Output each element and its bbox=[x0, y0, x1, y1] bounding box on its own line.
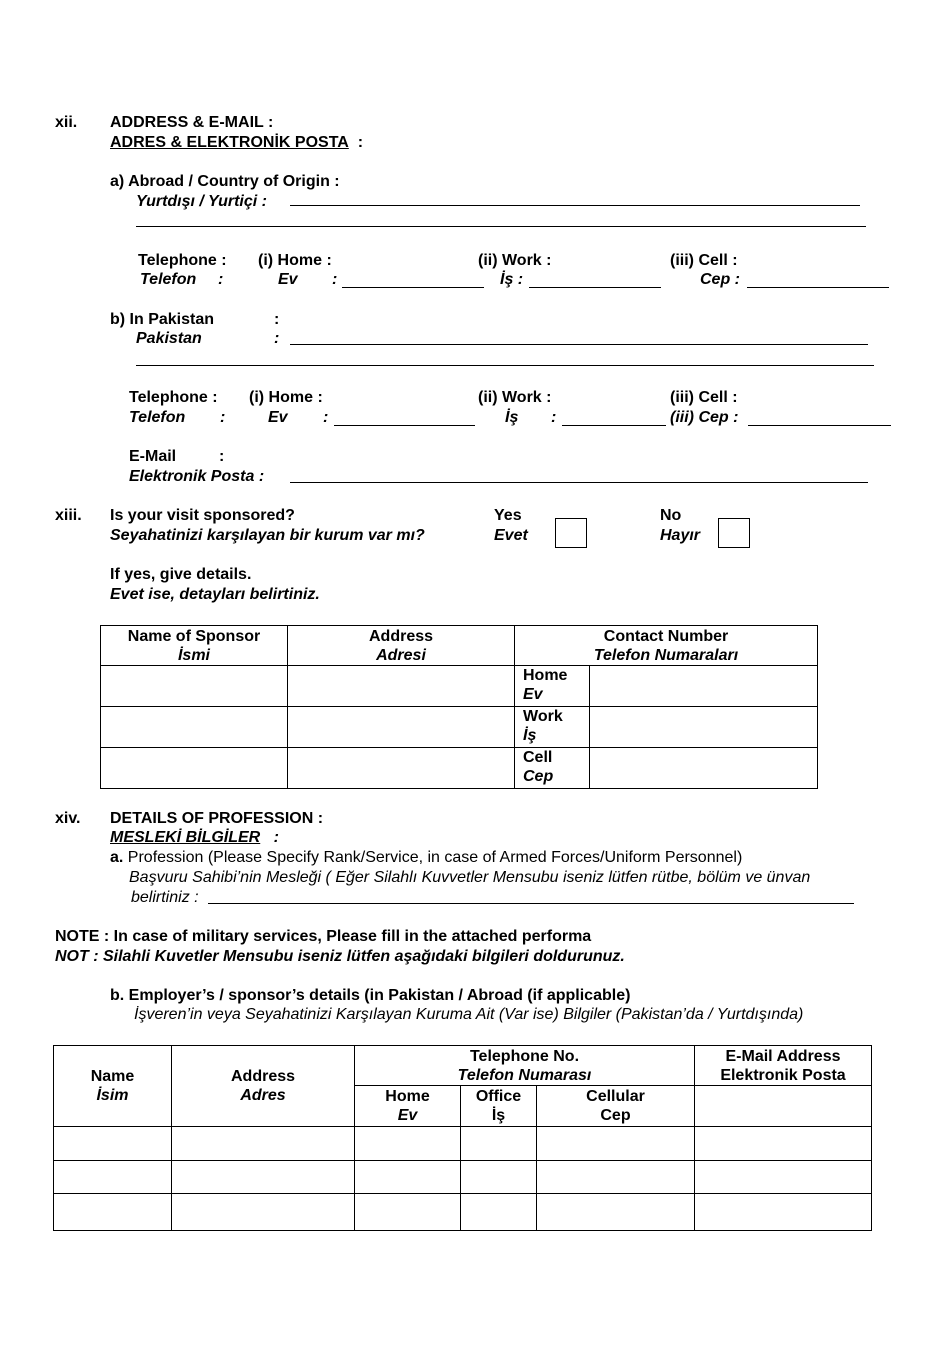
sponsor-cell-label bbox=[515, 748, 590, 789]
pakistan-work-phone-line[interactable] bbox=[562, 425, 666, 426]
employer-home-header-en: Home bbox=[385, 1088, 430, 1105]
employer-office-header-en: Office bbox=[475, 1088, 522, 1105]
table-row bbox=[101, 748, 818, 789]
profession-instruction-tr-1: Başvuru Sahibi’nin Mesleği ( Eğer Silahlı Kuvvetler Mensubu iseniz lütfen rütbe, bölüm ve ünvan bbox=[129, 869, 811, 886]
address-email-heading: ADDRESS & E-MAIL : bbox=[110, 114, 274, 131]
sponsor-work-number-cell[interactable] bbox=[590, 707, 818, 748]
sponsor-work-label-tr: İş bbox=[523, 727, 537, 744]
employer-cellular-cell[interactable] bbox=[537, 1127, 695, 1161]
pakistan-work-label: (ii) Work : bbox=[478, 389, 552, 406]
employer-telephone-header bbox=[355, 1046, 695, 1086]
sponsor-contact-header-en: Contact Number bbox=[603, 627, 729, 645]
profession-instruction bbox=[110, 848, 742, 867]
abroad-home-colon: : bbox=[332, 271, 338, 288]
employer-address-cell[interactable] bbox=[172, 1161, 355, 1194]
employer-telephone-header-tr: Telefon Numarası bbox=[457, 1066, 592, 1084]
employer-office-header bbox=[461, 1086, 537, 1127]
no-label-tr: Hayır bbox=[660, 527, 701, 544]
abroad-work-label-tr: İş : bbox=[500, 271, 524, 288]
sponsor-cell-label-en: Cell bbox=[523, 749, 553, 766]
pakistan-colon-tr: : bbox=[274, 330, 280, 347]
sponsored-question-tr: Seyahatinizi karşılayan bir kurum var mı? bbox=[110, 527, 425, 544]
sponsor-home-label bbox=[515, 666, 590, 707]
profession-line[interactable] bbox=[208, 903, 854, 904]
table-row bbox=[101, 707, 818, 748]
email-line[interactable] bbox=[290, 482, 868, 483]
employer-address-cell[interactable] bbox=[172, 1194, 355, 1231]
employer-office-cell[interactable] bbox=[461, 1194, 537, 1231]
sponsor-name-cell[interactable] bbox=[101, 666, 288, 707]
sponsor-cell-number-cell[interactable] bbox=[590, 748, 818, 789]
sponsor-name-header-en: Name of Sponsor bbox=[127, 627, 261, 645]
employer-address-header-tr: Adres bbox=[240, 1087, 286, 1104]
sponsor-contact-header-tr: Telefon Numaraları bbox=[593, 646, 739, 664]
military-note-tr: NOT : Silahli Kuvetler Mensubu iseniz lütfen aşağıdaki bilgileri doldurunuz. bbox=[55, 948, 625, 965]
pakistan-label: b) In Pakistan bbox=[110, 311, 215, 328]
employer-address-cell[interactable] bbox=[172, 1127, 355, 1161]
sponsor-work-label bbox=[515, 707, 590, 748]
employer-email-cell[interactable] bbox=[695, 1127, 872, 1161]
sponsor-address-cell[interactable] bbox=[288, 666, 515, 707]
abroad-cell-label-tr: Cep : bbox=[700, 271, 740, 288]
employer-name-cell[interactable] bbox=[54, 1127, 172, 1161]
employer-cellular-header-en: Cellular bbox=[586, 1088, 645, 1105]
employer-office-cell[interactable] bbox=[461, 1161, 537, 1194]
employer-email-header bbox=[695, 1046, 872, 1086]
employer-office-header-tr: İş bbox=[491, 1107, 506, 1124]
employer-office-cell[interactable] bbox=[461, 1127, 537, 1161]
table-row bbox=[101, 666, 818, 707]
pakistan-telephone-colon: : bbox=[220, 409, 226, 426]
employer-cellular-cell[interactable] bbox=[537, 1194, 695, 1231]
employer-home-cell[interactable] bbox=[355, 1127, 461, 1161]
profession-heading: DETAILS OF PROFESSION : bbox=[110, 810, 324, 827]
employer-name-header-en: Name bbox=[90, 1068, 135, 1085]
sponsor-name-cell[interactable] bbox=[101, 748, 288, 789]
table-row bbox=[54, 1127, 872, 1161]
sponsor-home-label-tr: Ev bbox=[523, 686, 543, 703]
profession-instruction-tr-2: belirtiniz : bbox=[131, 889, 199, 906]
sponsor-contact-header bbox=[515, 626, 818, 666]
yes-checkbox[interactable] bbox=[555, 518, 587, 548]
employer-email-header-en: E-Mail Address bbox=[725, 1047, 841, 1065]
pakistan-home-label-tr: Ev bbox=[268, 409, 288, 426]
abroad-home-label: (i) Home : bbox=[258, 252, 332, 269]
profession-heading-tr bbox=[110, 828, 279, 847]
pakistan-label-tr: Pakistan bbox=[136, 330, 202, 347]
abroad-telephone-label: Telephone : bbox=[138, 252, 227, 269]
employer-name-cell[interactable] bbox=[54, 1161, 172, 1194]
sponsor-address-header-en: Address bbox=[368, 627, 434, 645]
section-xiii-number: xiii. bbox=[55, 507, 82, 524]
profession-instruction-text: Profession (Please Specify Rank/Service, in case of Armed Forces/Uniform Personnel) bbox=[123, 849, 743, 866]
abroad-cell-phone-line[interactable] bbox=[747, 287, 889, 288]
abroad-home-phone-line[interactable] bbox=[342, 287, 484, 288]
abroad-label-tr: Yurtdışı / Yurtiçi : bbox=[136, 193, 267, 210]
employer-cellular-cell[interactable] bbox=[537, 1161, 695, 1194]
employer-table-header-1 bbox=[54, 1046, 872, 1086]
employer-telephone-header-en: Telephone No. bbox=[469, 1047, 580, 1065]
pakistan-colon: : bbox=[274, 311, 280, 328]
email-label: E-Mail bbox=[129, 448, 177, 465]
sponsor-name-cell[interactable] bbox=[101, 707, 288, 748]
details-instruction-tr: Evet ise, detayları belirtiniz. bbox=[110, 586, 320, 603]
section-xiv-number: xiv. bbox=[55, 810, 81, 827]
employer-email-subheader-cell bbox=[695, 1086, 872, 1127]
sponsor-address-cell[interactable] bbox=[288, 748, 515, 789]
address-email-heading-tr bbox=[110, 133, 363, 152]
employer-address-header bbox=[172, 1046, 355, 1127]
sponsor-cell-label-tr: Cep bbox=[523, 768, 554, 785]
profession-heading-tr-text: MESLEKİ BİLGİLER bbox=[110, 829, 261, 846]
abroad-home-label-tr: Ev bbox=[278, 271, 298, 288]
employer-home-cell[interactable] bbox=[355, 1194, 461, 1231]
employer-cellular-header-tr: Cep bbox=[600, 1107, 631, 1124]
abroad-work-phone-line[interactable] bbox=[529, 287, 661, 288]
pakistan-cell-label-tr: (iii) Cep : bbox=[670, 409, 739, 426]
sponsor-table bbox=[100, 625, 818, 789]
section-xii-number: xii. bbox=[55, 114, 78, 131]
employer-name-cell[interactable] bbox=[54, 1194, 172, 1231]
pakistan-work-colon: : bbox=[551, 409, 557, 426]
abroad-work-label: (ii) Work : bbox=[478, 252, 552, 269]
employer-name-header bbox=[54, 1046, 172, 1127]
table-row bbox=[54, 1161, 872, 1194]
sponsor-address-header-tr: Adresi bbox=[376, 646, 426, 664]
abroad-telephone-colon: : bbox=[218, 271, 224, 288]
pakistan-home-phone-line[interactable] bbox=[334, 425, 475, 426]
pakistan-cell-label: (iii) Cell : bbox=[670, 389, 738, 406]
heading-tr-text: ADRES & ELEKTRONİK POSTA bbox=[110, 134, 349, 151]
military-note: NOTE : In case of military services, Please fill in the attached performa bbox=[55, 928, 592, 945]
pakistan-home-label: (i) Home : bbox=[249, 389, 323, 406]
abroad-label: a) Abroad / Country of Origin : bbox=[110, 173, 340, 190]
sponsor-name-header bbox=[101, 626, 288, 666]
table-row bbox=[54, 1194, 872, 1231]
sponsor-address-cell[interactable] bbox=[288, 707, 515, 748]
pakistan-address-line-2[interactable] bbox=[136, 365, 874, 366]
heading-tr-colon: : bbox=[357, 134, 364, 151]
abroad-telephone-label-tr: Telefon bbox=[140, 271, 197, 288]
sponsor-name-header-tr: İsmi bbox=[177, 646, 210, 664]
employer-home-header bbox=[355, 1086, 461, 1127]
employer-cellular-header bbox=[537, 1086, 695, 1127]
sponsor-address-header bbox=[288, 626, 515, 666]
employer-address-header-en: Address bbox=[230, 1068, 296, 1085]
employer-home-cell[interactable] bbox=[355, 1161, 461, 1194]
details-instruction: If yes, give details. bbox=[110, 566, 252, 583]
abroad-cell-label: (iii) Cell : bbox=[670, 252, 738, 269]
employer-table bbox=[53, 1045, 872, 1231]
email-colon: : bbox=[219, 448, 225, 465]
pakistan-address-line-1[interactable] bbox=[290, 344, 868, 345]
yes-label: Yes bbox=[494, 507, 522, 524]
employer-details-label: b. Employer’s / sponsor’s details (in Pakistan / Abroad (if applicable) bbox=[110, 987, 631, 1004]
pakistan-telephone-label: Telephone : bbox=[129, 389, 218, 406]
email-label-tr: Elektronik Posta : bbox=[129, 468, 265, 485]
employer-home-header-tr: Ev bbox=[397, 1107, 418, 1124]
sponsor-work-label-en: Work bbox=[523, 708, 563, 725]
sponsor-home-number-cell[interactable] bbox=[590, 666, 818, 707]
pakistan-telephone-label-tr: Telefon bbox=[129, 409, 186, 426]
pakistan-cell-phone-line[interactable] bbox=[748, 425, 891, 426]
no-checkbox[interactable] bbox=[718, 518, 750, 548]
sponsored-question: Is your visit sponsored? bbox=[110, 507, 295, 524]
employer-email-cell[interactable] bbox=[695, 1161, 872, 1194]
profession-item-marker: a. bbox=[110, 849, 124, 866]
sponsor-home-label-en: Home bbox=[523, 667, 568, 684]
no-label: No bbox=[660, 507, 682, 524]
abroad-address-line-1[interactable] bbox=[290, 205, 860, 206]
employer-email-cell[interactable] bbox=[695, 1194, 872, 1231]
employer-name-header-tr: İsim bbox=[96, 1087, 129, 1104]
pakistan-work-label-tr: İş bbox=[505, 409, 519, 426]
employer-details-label-tr: İşveren’in veya Seyahatinizi Karşılayan Kuruma Ait (Var ise) Bilgiler (Pakistan’da / Yurtdışında) bbox=[134, 1006, 804, 1023]
profession-heading-tr-colon: : bbox=[273, 829, 279, 846]
yes-label-tr: Evet bbox=[494, 527, 528, 544]
sponsor-table-header bbox=[101, 626, 818, 666]
employer-email-header-tr: Elektronik Posta bbox=[720, 1066, 846, 1084]
abroad-address-line-2[interactable] bbox=[136, 226, 866, 227]
pakistan-home-colon: : bbox=[323, 409, 329, 426]
